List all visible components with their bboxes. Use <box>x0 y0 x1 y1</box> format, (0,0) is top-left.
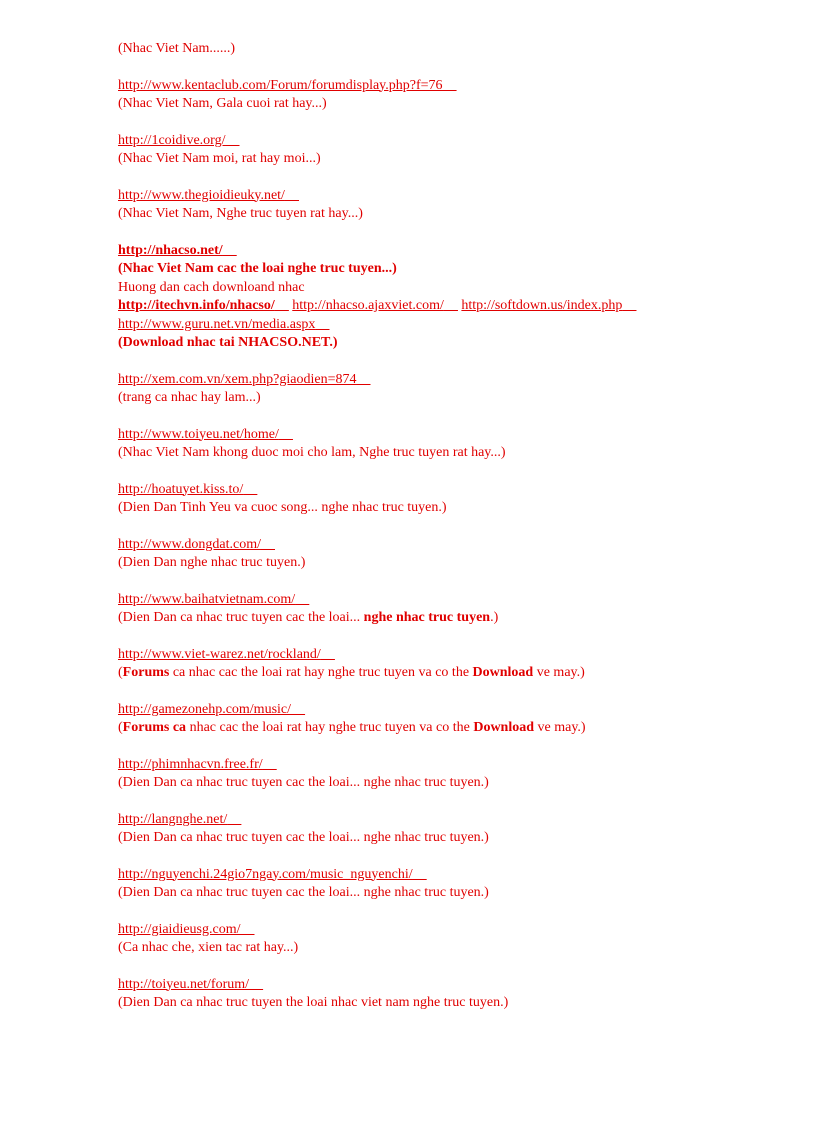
download-guide-text: Huong dan cach downloand nhac <box>118 279 305 295</box>
link-description: (Dien Dan nghe nhac truc tuyen.) <box>118 555 306 570</box>
link-description: (Dien Dan Tinh Yeu va cuoc song... nghe nhac truc tuyen.) <box>118 500 447 515</box>
site-link[interactable]: http://giaidieusg.com/ <box>118 921 241 937</box>
list-item <box>118 132 798 169</box>
list-item <box>118 187 798 224</box>
link-description: (Ca nhac che, xien tac rat hay...) <box>118 940 299 955</box>
desc-text: .) <box>490 610 499 625</box>
site-link[interactable]: http://langnghe.net/ <box>118 811 228 827</box>
desc-text: ve may.) <box>533 665 585 680</box>
list-item <box>118 481 798 518</box>
site-link[interactable]: http://gamezonehp.com/music/ <box>118 701 292 717</box>
link-description: (Nhac Viet Nam khong duoc moi cho lam, Nghe truc tuyen rat hay...) <box>118 445 506 460</box>
list-item <box>118 866 798 903</box>
list-item <box>118 756 798 793</box>
site-link[interactable]: http://www.viet-warez.net/rockland/ <box>118 646 321 662</box>
desc-bold-text: Forums ca <box>122 720 187 735</box>
link-description: (Nhac Viet Nam, Nghe truc tuyen rat hay...) <box>118 206 363 221</box>
desc-bold-text: Download <box>472 665 534 680</box>
link-description <box>118 719 798 738</box>
link-description: (Dien Dan ca nhac truc tuyen cac the loai... nghe nhac truc tuyen.) <box>118 830 489 845</box>
list-item <box>118 811 798 848</box>
list-item <box>118 701 798 738</box>
list-item <box>118 77 798 114</box>
list-item <box>118 646 798 683</box>
site-link[interactable]: http://www.thegioidieuky.net/ <box>118 187 285 203</box>
site-link[interactable]: http://www.baihatvietnam.com/ <box>118 591 296 607</box>
site-link[interactable]: http://www.toiyeu.net/home/ <box>118 426 279 442</box>
link-description: (Nhac Viet Nam, Gala cuoi rat hay...) <box>118 96 327 111</box>
site-link[interactable]: http://1coidive.org/ <box>118 132 226 148</box>
desc-bold-text: Download <box>473 720 535 735</box>
desc-text: nhac cac the loai rat hay nghe truc tuyen va co the <box>186 720 474 735</box>
desc-text: ( <box>118 720 123 735</box>
site-link[interactable]: http://toiyeu.net/forum/ <box>118 976 250 992</box>
link-description: (Dien Dan ca nhac truc tuyen the loai nhac viet nam nghe truc tuyen.) <box>118 995 509 1010</box>
link-description: (Dien Dan ca nhac truc tuyen cac the loai... nghe nhac truc tuyen.) <box>118 775 489 790</box>
desc-bold-text: Forums <box>122 665 170 680</box>
list-item <box>118 426 798 463</box>
link-description: (Nhac Viet Nam......) <box>118 41 236 56</box>
guide-link[interactable]: http://www.guru.net.vn/media.aspx <box>118 316 316 332</box>
link-description: (trang ca nhac hay lam...) <box>118 390 261 405</box>
desc-text: ca nhac cac the loai rat hay nghe truc tuyen va co the <box>169 665 473 680</box>
link-description <box>118 664 798 683</box>
desc-text: ve may.) <box>534 720 586 735</box>
link-description <box>118 609 798 628</box>
guide-link[interactable]: http://softdown.us/index.php <box>461 298 623 313</box>
link-description: (Dien Dan ca nhac truc tuyen cac the loai... nghe nhac truc tuyen.) <box>118 885 489 900</box>
desc-text: (Dien Dan ca nhac truc tuyen cac the loai... <box>118 610 364 625</box>
site-link[interactable]: http://nhacso.net/ <box>118 242 223 258</box>
list-item <box>118 40 798 59</box>
desc-bold-text: nghe nhac truc tuyen <box>363 610 491 625</box>
list-item <box>118 921 798 958</box>
document-page <box>118 40 798 1031</box>
guide-link[interactable]: http://nhacso.ajaxviet.com/ <box>292 298 444 313</box>
site-link[interactable]: http://hoatuyet.kiss.to/ <box>118 481 244 497</box>
list-item <box>118 371 798 408</box>
guide-link[interactable]: http://itechvn.info/nhacso/ <box>118 298 275 313</box>
link-description: (Nhac Viet Nam cac the loai nghe truc tuyen...) <box>118 261 397 276</box>
site-link[interactable]: http://nguyenchi.24gio7ngay.com/music_nguyenchi/ <box>118 866 413 882</box>
site-link[interactable]: http://www.kentaclub.com/Forum/forumdisplay.php?f=76 <box>118 77 443 93</box>
site-link[interactable]: http://phimnhacvn.free.fr/ <box>118 756 263 772</box>
site-link[interactable]: http://www.dongdat.com/ <box>118 536 261 552</box>
list-item <box>118 242 798 353</box>
desc-text: ( <box>118 665 123 680</box>
list-item <box>118 536 798 573</box>
site-link[interactable]: http://xem.com.vn/xem.php?giaodien=874 <box>118 371 357 387</box>
list-item <box>118 591 798 628</box>
list-item <box>118 976 798 1013</box>
link-description: (Nhac Viet Nam moi, rat hay moi...) <box>118 151 321 166</box>
download-note: (Download nhac tai NHACSO.NET.) <box>118 335 338 350</box>
